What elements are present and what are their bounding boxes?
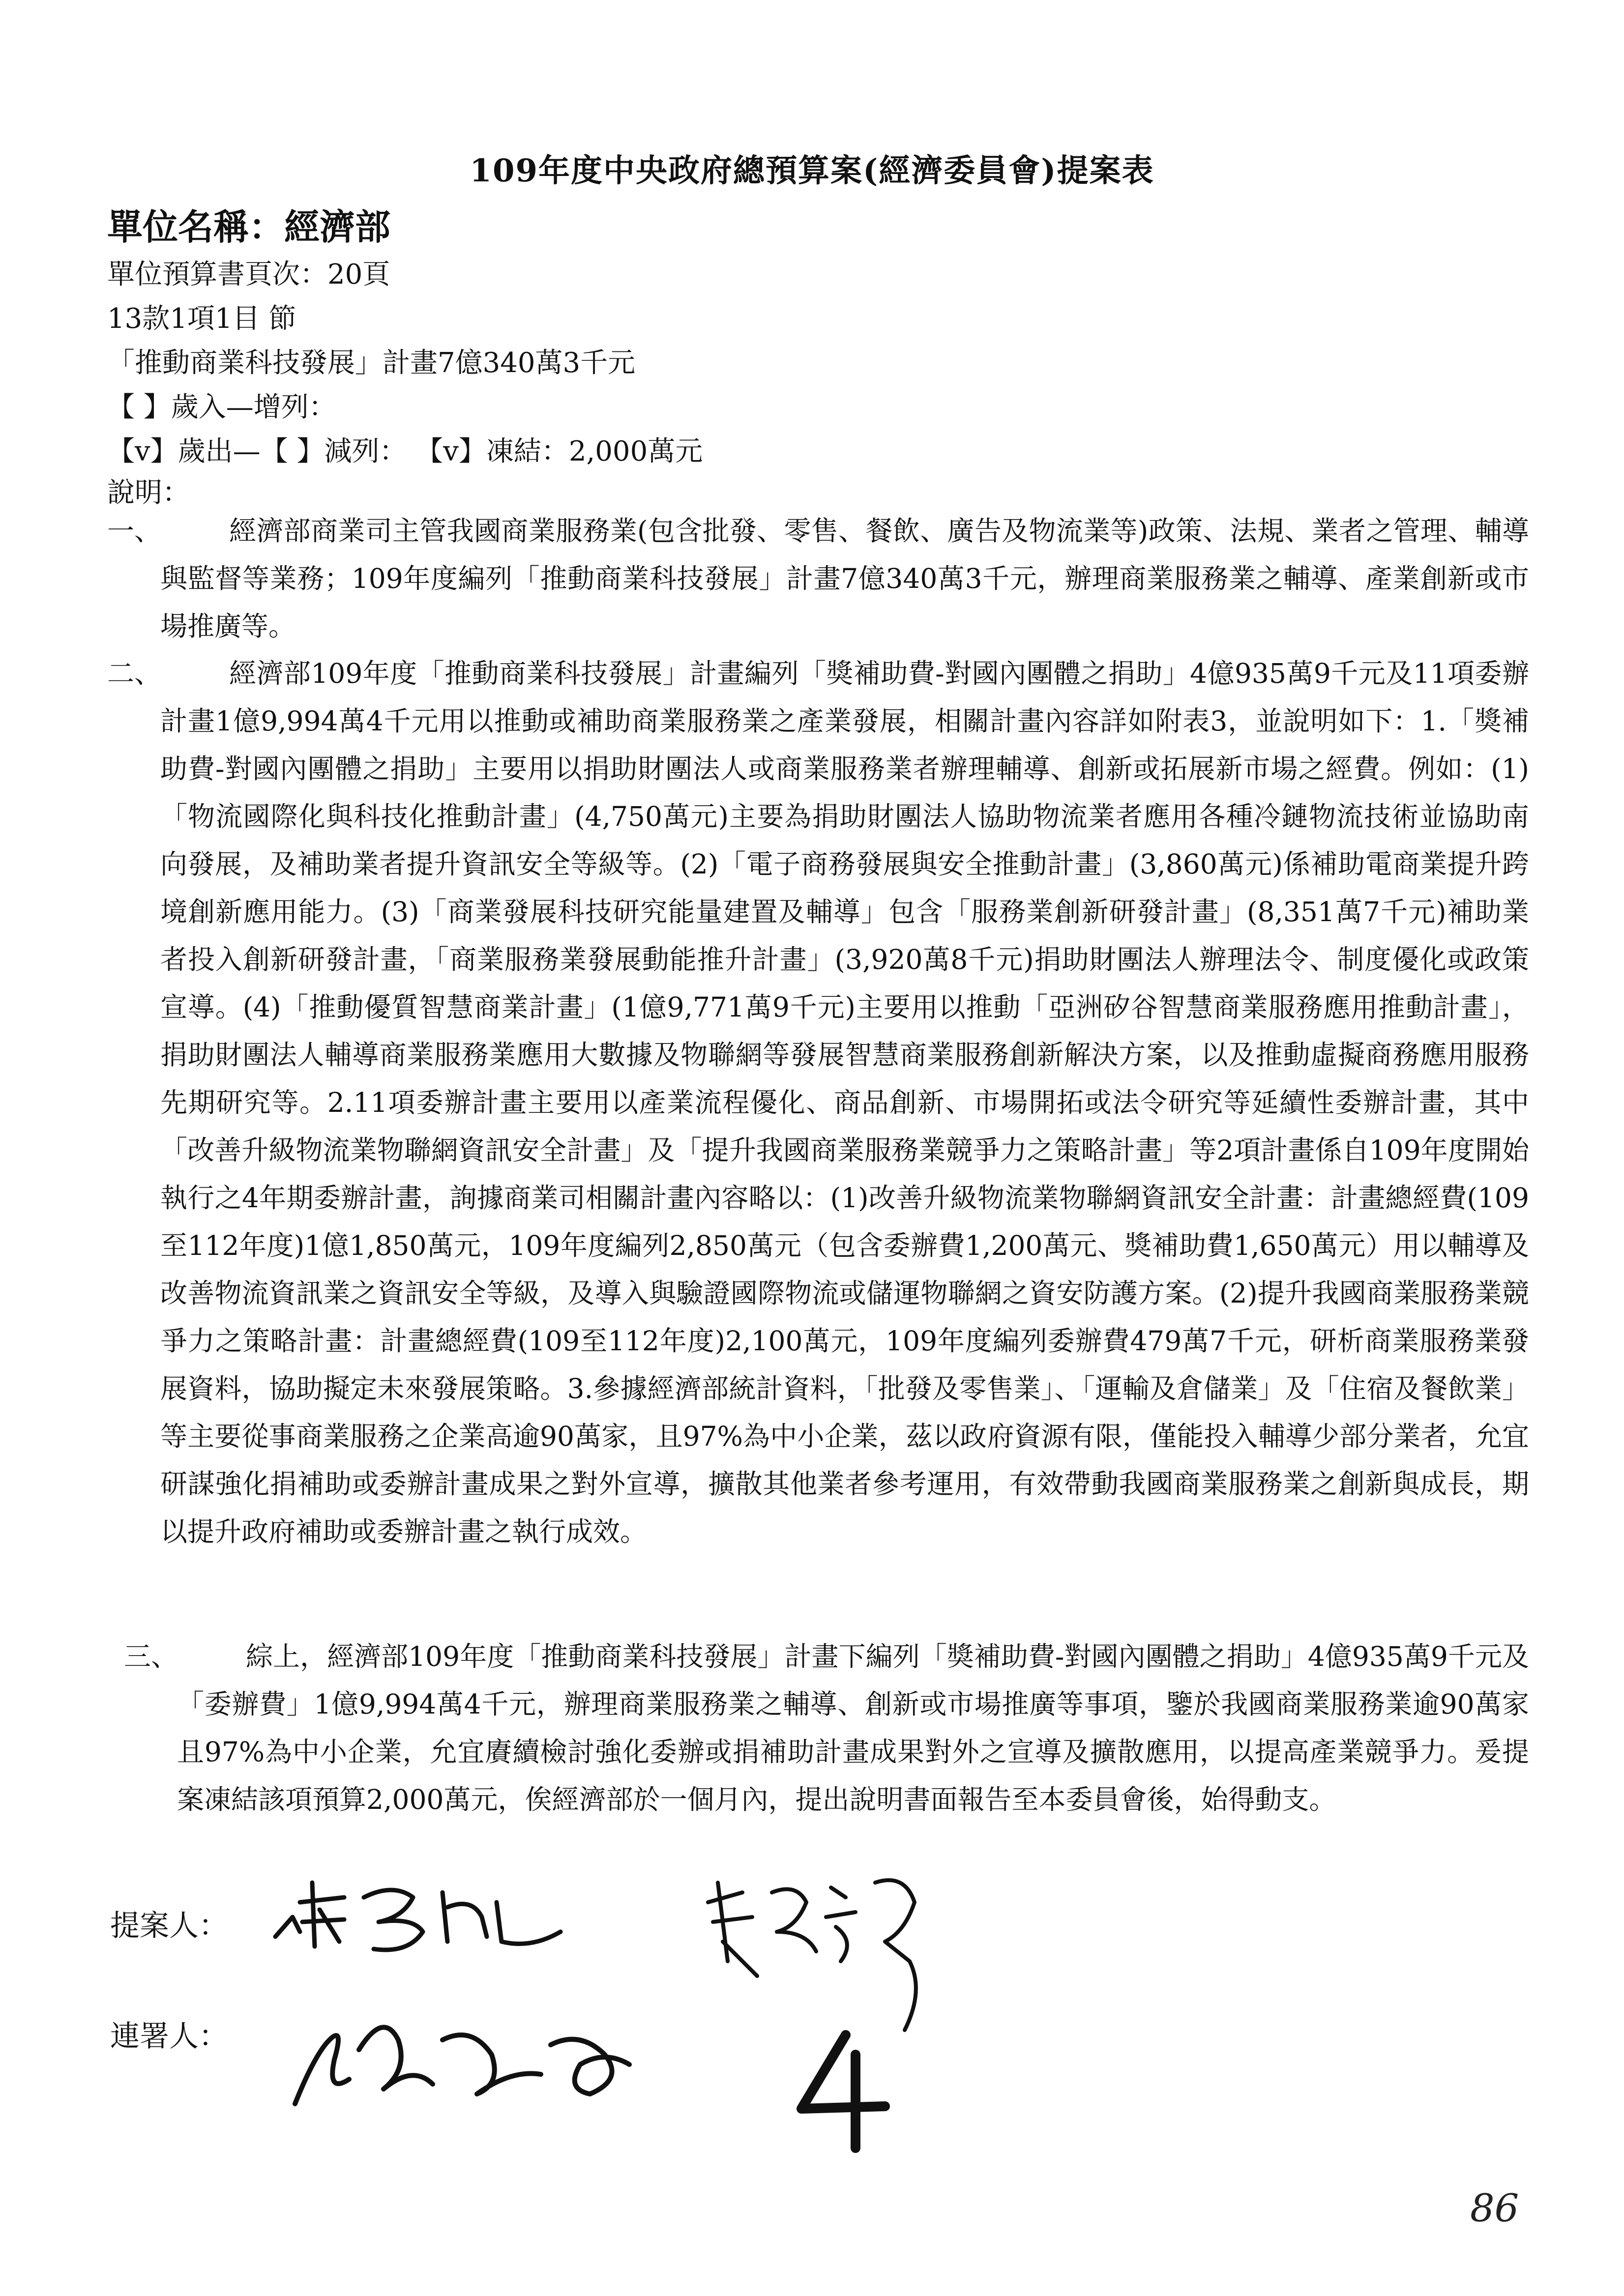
proposer-signature (266, 1863, 580, 1966)
handwritten-number (787, 2025, 905, 2153)
page-number: 86 (1470, 2186, 1519, 2231)
paragraph-number: 一、 (107, 515, 162, 547)
proposer-label: 提案人： (110, 1909, 228, 1943)
unit-name: 單位名稱：經濟部 (107, 206, 391, 248)
budget-item-code: 13款1項1目 節 (107, 303, 296, 335)
paragraph-text: 綜上，經濟部109年度「推動商業科技發展」計畫下編列「獎補助費-對國內團體之捐助」4億935萬9千元及「委辦費」1億9,994萬4千元，辦理商業服務業之輔導、創新或市場推廣等事項，鑒於我國商業服務業逾90萬家且97%為中小企業，允宜賡續檢討強化委辦或捐補助計畫成果對外之宣導及擴散應用，以提高產業競爭力。爰提案凍結該項預算2,000萬元，俟經濟部於一個月內，提出說明書面報告至本委員會後，始得動支。 (177, 1641, 1529, 1815)
paragraph-number: 二、 (107, 658, 162, 689)
budget-page-reference: 單位預算書頁次：20頁 (107, 259, 390, 291)
document-title: 109年度中央政府總預算案(經濟委員會)提案表 (470, 152, 1154, 189)
paragraph-text: 經濟部109年度「推動商業科技發展」計畫編列「獎補助費-對國內團體之捐助」4億935萬9千元及11項委辦計畫1億9,994萬4千元用以推動或補助商業服務業之產業發展，相關計畫內容詳如附表3，並說明如下：1.「獎補助費-對國內團體之捐助」主要用以捐助財團法人或商業服務業者辦理輔導、創新或拓展新市場之經費。例如：(1)「物流國際化與科技化推動計畫」(4,750萬元)主要為捐助財團法人協助物流業者應用各種冷鏈物流技術並協助南向發展，及補助業者提升資訊安全等級等。(2)「電子商務發展與安全推動計畫」(3,860萬元)係補助電商業提升跨境創新應用能力。(3)「商業發展科技研究能量建置及輔導」包含「服務業創新研發計畫」(8,351萬7千元)補助業者投入創新研發計畫，「商業服務業發展動能推升計畫」(3,920萬8千元)捐助財團法人辦理法令、制度優化或政策宣導。(4)「推動優質智慧商業計畫」(1億9,771萬9千元)主要用以推動「亞洲矽谷智慧商業服務應用推動計畫」，捐助財團法人輔導商業服務業應用大數據及物聯網等發展智慧商業服務創新解決方案，以及推動虛擬商務應用服務先期研究等。2.11項委辦計畫主要用以產業流程優化、商品創新、市場開拓或法令研究等延續性委辦計畫，其中「改善升級物流業物聯網資訊安全計畫」及「提升我國商業服務業競爭力之策略計畫」等2項計畫係自109年度開始執行之4年期委辦計畫，詢據商業司相關計畫內容略以：(1)改善升級物流業物聯網資訊安全計畫：計畫總經費(109至112年度)1億1,850萬元，109年度編列2,850萬元（包含委辦費1,200萬元、獎補助費1,650萬元）用以輔導及改善物流資訊業之資訊安全等級，及導入與驗證國際物流或儲運物聯網之資安防護方案。(2)提升我國商業服務業競爭力之策略計畫：計畫總經費(109至112年度)2,100萬元，109年度編列委辦費479萬7千元，研析商業服務業發展資料，協助擬定未來發展策略。3.參據經濟部統計資料，「批發及零售業」、「運輸及倉儲業」及「住宿及餐飲業」等主要從事商業服務之企業高逾90萬家，且97%為中小企業，茲以政府資源有限，僅能投入輔導少部分業者，允宜研謀強化捐補助或委辦計畫成果之對外宣導，擴散其他業者參考運用，有效帶動我國商業服務業之創新與成長，期以提升政府補助或委辦計畫之執行成效。 (160, 658, 1529, 1547)
paragraph-text: 經濟部商業司主管我國商業服務業(包含批發、零售、餐飲、廣告及物流業等)政策、法規、業者之管理、輔導與監督等業務；109年度編列「推動商業科技發展」計畫7億340萬3千元，辦理商業服務業之輔導、產業創新或市場推廣等。 (160, 515, 1529, 642)
explanation-label: 說明： (107, 477, 190, 509)
cosigner-label: 連署人： (110, 2019, 228, 2054)
expenditure-freeze-line: 【v】歲出—【 】減列： 【v】凍結：2,000萬元 (107, 436, 703, 467)
paragraph-number: 三、 (124, 1641, 178, 1672)
cosigner-signature-2 (698, 1863, 954, 2040)
cosigner-signature-1 (285, 1981, 659, 2128)
paragraph-3 (124, 1633, 1529, 1824)
paragraph-2 (107, 650, 1529, 1556)
paragraph-1 (107, 507, 1529, 650)
program-amount: 「推動商業科技發展」計畫7億340萬3千元 (107, 347, 636, 379)
revenue-line: 【 】歲入—增列： (107, 391, 336, 423)
